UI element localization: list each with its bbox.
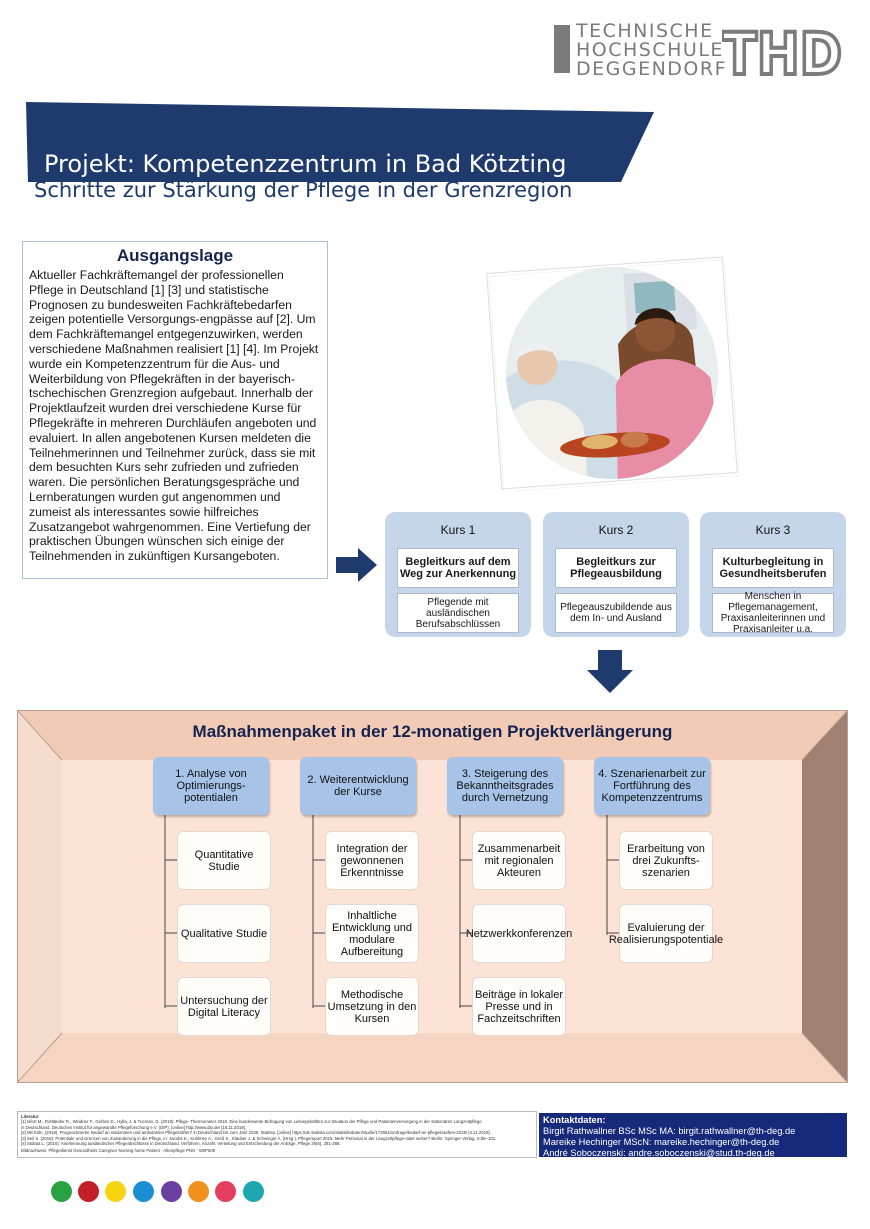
massnahmen-title: Maßnahmenpaket in der 12-monatigen Projektverlängerung — [192, 722, 673, 741]
logo-line-1: TECHNISCHE — [576, 20, 714, 42]
literatur-line: [4] Stölata L. (2016): Anerkennung ausländischer Pflegeabschlüsse in Deutschland. Verfahren, Anzahl, Verteilung und Entscheidung der Anträge, Pflege 29(6), 281-288. — [21, 1141, 341, 1147]
step-4: 4. Szenarienarbeit zur Fortführung des Kompetenzzentrums — [594, 757, 710, 815]
logo-bar — [554, 25, 570, 73]
step-4-sub-1: Erarbeitung von drei Zukunfts-szenarien — [619, 831, 713, 890]
kurs-desc: Menschen in Pflegemanagement, Praxisanleiterinnen und Praxisanleiter u.a. — [712, 593, 834, 633]
step-1: 1. Analyse von Optimierungs-potentialen — [153, 757, 269, 815]
step-2-sub-1: Integration der gewonnenen Erkenntnisse — [325, 831, 419, 890]
bildnachweis: Bildnachweis: Pflegedienst Gesundheits Caregiver Nursing home Patient - Altenpflege PNG - 509*509 — [21, 1148, 216, 1154]
nurse-patient-photo — [480, 255, 745, 491]
step-4-sub-2: Evaluierung der Realisierungspotentiale — [619, 904, 713, 963]
kurs-panel-1 — [385, 512, 531, 637]
literatur-line: [1] Isfort M., Rottländer R., Weidner F., Gehlen D., Hylla, J. & Tucman, D. (2018): Pflege- Thermometer 2018. Eine bundesweite Befragung von Leitungskräften zur Situation der Pflege und Patientenversorgung in der stationären Langzeitpflege — [21, 1119, 482, 1125]
kurs-desc: Pflegende mit ausländischen Berufsabschlüssen — [397, 593, 519, 633]
kontakt-heading: Kontaktdaten: — [543, 1115, 606, 1125]
color-dot — [133, 1181, 154, 1202]
ausgangslage-box — [22, 241, 328, 579]
literatur-box — [17, 1111, 537, 1158]
color-dot — [161, 1181, 182, 1202]
step-1-sub-1: Quantitative Studie — [177, 831, 271, 890]
kontakt-box — [539, 1113, 847, 1157]
logo-line-3: DEGGENDORF — [576, 58, 728, 80]
step-3-sub-2: Netzwerkkonferenzen — [472, 904, 566, 963]
step-1-sub-2: Qualitative Studie — [177, 904, 271, 963]
kurs-head: Kurs 3 — [755, 523, 791, 537]
massnahmen-room — [17, 710, 848, 1083]
literatur-line: in Deutschland. Deutsches Institut für angewandte Pflegeforschung e.V. (DIP). [online] http://www.dip.de/ [16.11.2019]. — [21, 1124, 247, 1130]
ausgangslage-heading: Ausgangslage — [116, 246, 234, 265]
color-dot — [215, 1181, 236, 1202]
step-1-sub-3: Untersuchung der Digital Literacy — [177, 977, 271, 1036]
color-dot — [105, 1181, 126, 1202]
step-2: 2. Weiterentwicklung der Kurse — [300, 757, 416, 815]
step-2-sub-2: Inhaltliche Entwicklung und modulare Aufbereitung — [325, 904, 419, 963]
page-title: Projekt: Kompetenzzentrum in Bad Kötzting — [44, 150, 567, 178]
kurs-name: Begleitkurs zur Pflegeausbildung — [555, 548, 677, 588]
kurs-name: Begleitkurs auf dem Weg zur Anerkennung — [397, 548, 519, 588]
color-dot — [188, 1181, 209, 1202]
color-dot — [78, 1181, 99, 1202]
literatur-heading: Literatur — [21, 1114, 39, 1119]
kontakt-line: Mareike Hechinger MScN: mareike.hechinger@th-deg.de — [543, 1137, 780, 1147]
thd-logo-mark — [722, 24, 846, 78]
step-3-sub-1: Zusammenarbeit mit regionalen Akteuren — [472, 831, 566, 890]
logo-line-2: HOCHSCHULE — [576, 39, 724, 61]
arrow-down-icon — [586, 650, 634, 694]
kurs-name: Kulturbegleitung in Gesundheitsberufen — [712, 548, 834, 588]
kurs-desc: Pflegeauszubildende aus dem In- und Ausland — [555, 593, 677, 633]
kurs-head: Kurs 1 — [440, 523, 476, 537]
kontakt-line: André Soboczenski: andre.soboczenski@stud.th-deg.de — [543, 1148, 775, 1158]
step-2-sub-3: Methodische Umsetzung in den Kursen — [325, 977, 419, 1036]
step-3-sub-3: Beiträge in lokaler Presse und in Fachzeitschriften — [472, 977, 566, 1036]
logo-mark-text: THD — [722, 24, 842, 78]
color-dot — [51, 1181, 72, 1202]
literatur-line: [2] Mit Köln. (2018): Prognostizierter Bedarf an stationären und ambulanten Pflegekräften* in Deutschland bis zum Jahr 2035. Statista. [online] https://de.statista.com/statistik/daten/studie/172651/umfrage/bedarf-an-pflegekraeften-2025/ [4.11.2019]. — [21, 1130, 491, 1136]
logo-text — [554, 22, 727, 79]
kurs-panel-3 — [700, 512, 846, 637]
kurs-panel-2 — [543, 512, 689, 637]
literatur-line: [3] Seil S. (2019): Potentiale und Grenzen von Zuwanderung in die Pflege, in: Jacobs K., Kuhlmey A., Greß S., Klauber J. & Schwinger A. (Hrsg.), Pflegereport 2019. Mehr Personal in der Langzeitpflege–aber woher? Berlin: Springer Verlag, S.85–101. — [21, 1135, 497, 1141]
ausgangslage-text: Aktueller Fachkräftemangel der professionellen Pflege in Deutschland [1] [3] und statistische Prognosen zu bundesweiten Fachkräftebedarfen zeigen potentielle Versorgungs-engpässe auf [2]. Um dem Fachkräftemangel entgegenzuwirken, werden verschiedene Maßnahmen realisiert [1] [4]. Im Projekt wurde ein Kompetenzzentrum für die Aus- und Weiterbildung von Pflegekräften in der bayerisch-tschechischen Grenzregion aufgebaut. Innerhalb der Projektlaufzeit wurden drei verschiedene Kurse für Pflegekräfte in mehreren Durchläufen angeboten und evaluiert. In allen angebotenen Kursen meldeten die Teilnehmerinnen und Teilnehmer zurück, dass sie mit dem besuchten Kurs sehr zufrieden und zufrieden waren. Die persönlichen Beratungsgespräche und Lernberatungen wurden gut angenommen und zumeist als interessantes sowie hilfreiches Zusatzangebot wahrgenommen. Eine Vertiefung der praktischen Übungen wünschen sich einige der Teilnehmenden in zukünftigen Kursangeboten. — [29, 268, 319, 564]
page-subtitle: Schritte zur Stärkung der Pflege in der Grenzregion — [34, 178, 573, 202]
arrow-right-icon — [336, 548, 378, 582]
kontakt-line: Birgit Rathwallner BSc MSc MA: birgit.rathwallner@th-deg.de — [543, 1126, 796, 1136]
step-3: 3. Steigerung des Bekanntheitsgrades durch Vernetzung — [447, 757, 563, 815]
color-dot — [243, 1181, 264, 1202]
kurs-head: Kurs 2 — [598, 523, 634, 537]
